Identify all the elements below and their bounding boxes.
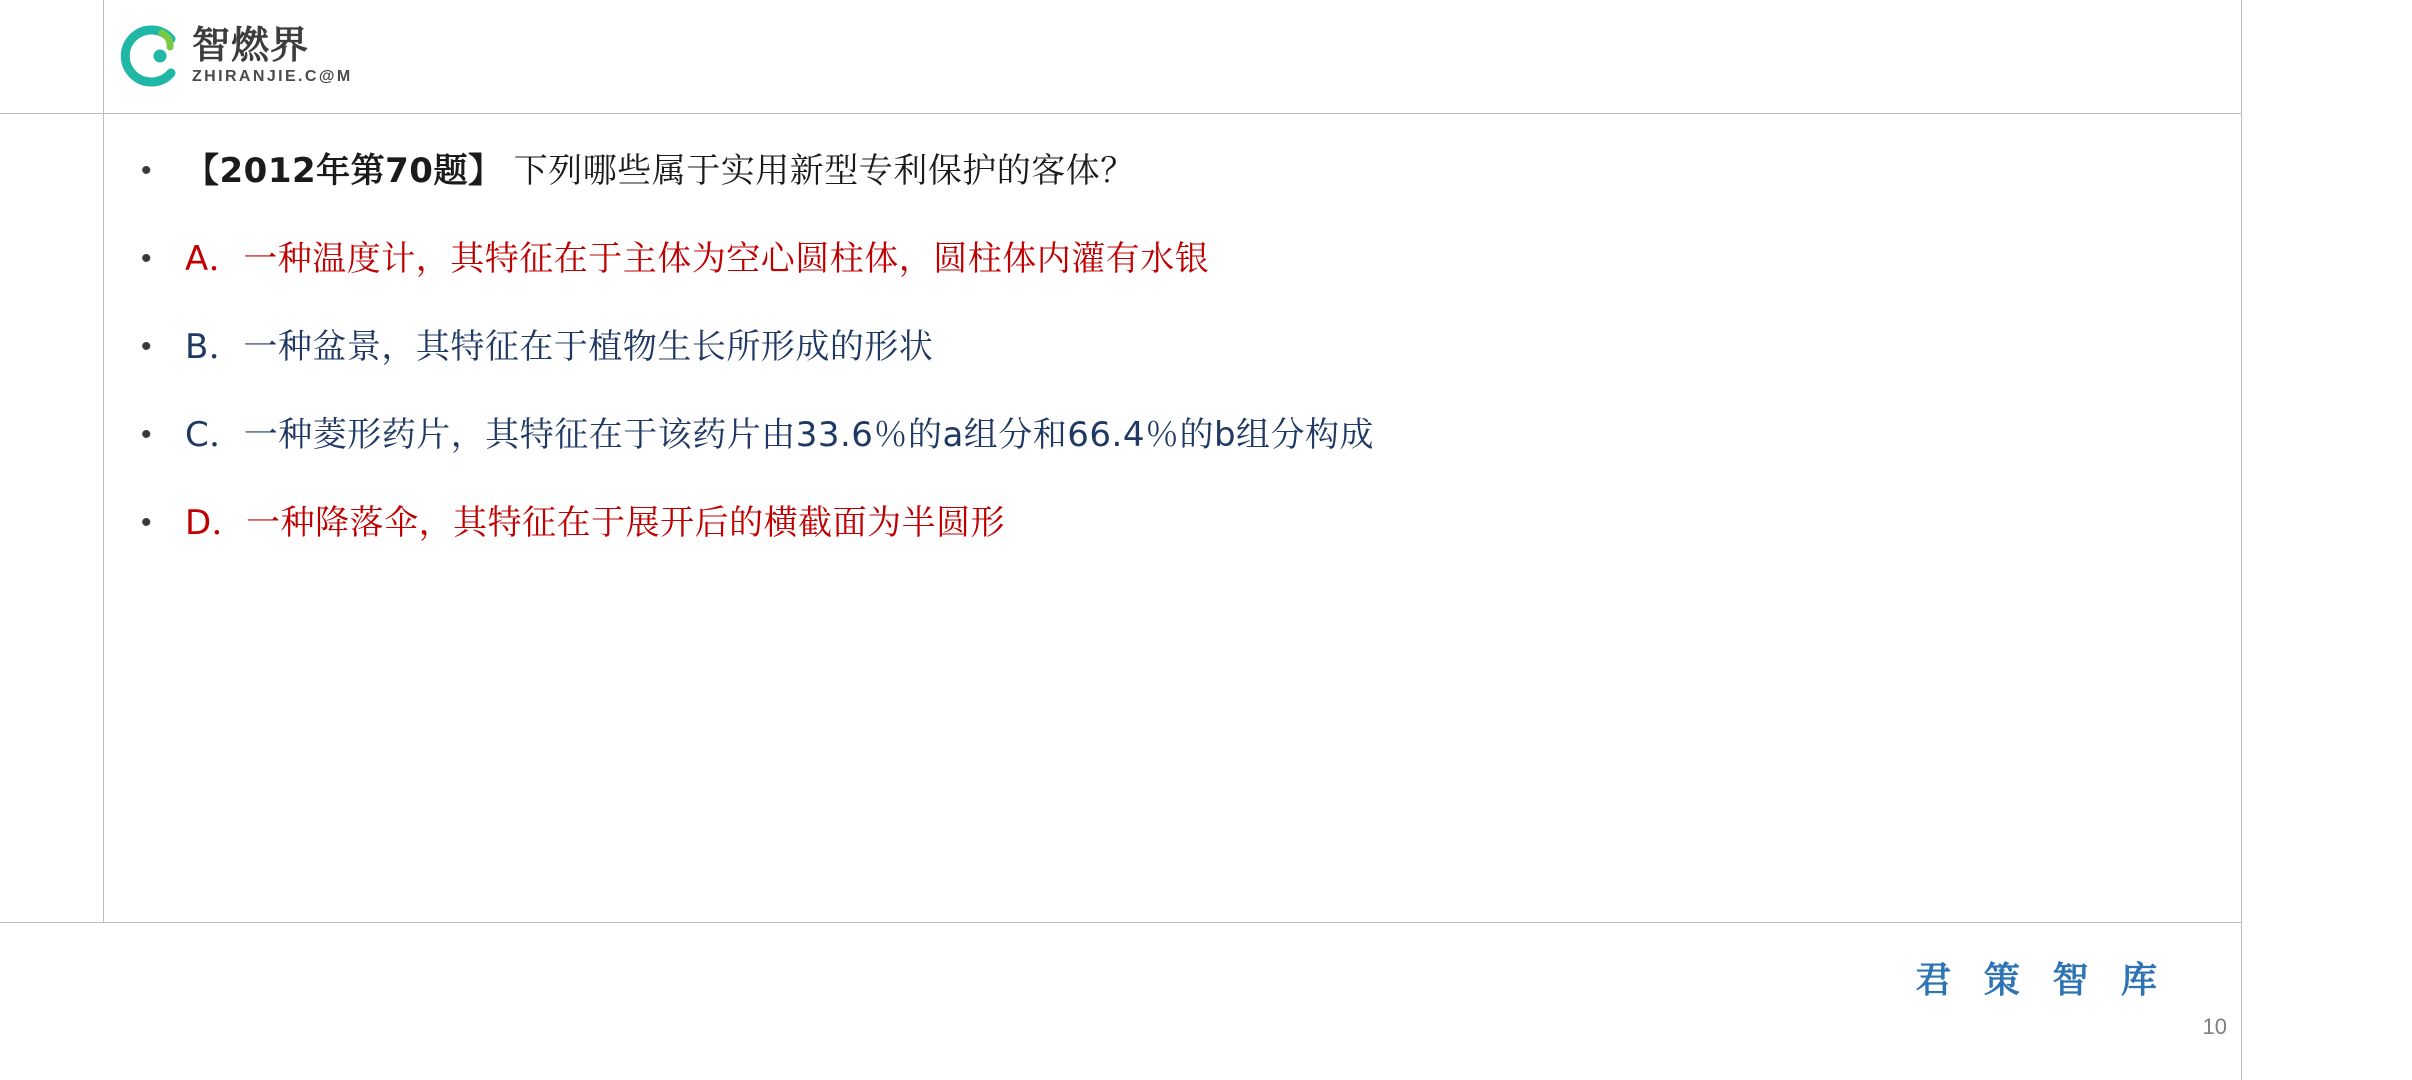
logo-chinese-name: 智燃界 — [192, 22, 310, 67]
list-item — [133, 492, 2193, 554]
bullet-marker: • — [141, 242, 152, 275]
option-a-text: A．一种温度计，其特征在于主体为空心圆柱体，圆柱体内灌有水银 — [185, 239, 1210, 279]
option-c-text: C．一种菱形药片，其特征在于该药片由33.6％的a组分和66.4％的b组分构成 — [185, 415, 1375, 455]
question-stem — [185, 140, 1135, 202]
frame-line-bottom — [0, 922, 2242, 923]
brand-logo — [112, 10, 432, 102]
footer-brand-text: 君 策 智 库 — [1915, 960, 2167, 1001]
bullet-marker: • — [141, 418, 152, 451]
bullet-marker: • — [141, 330, 152, 363]
list-item — [133, 140, 2193, 202]
circular-c-logo-icon — [112, 19, 186, 93]
slide-body — [133, 140, 2193, 580]
bullet-marker: • — [141, 154, 152, 187]
page-number: 10 — [2202, 1014, 2227, 1039]
list-item — [133, 404, 2193, 466]
question-text: 下列哪些属于实用新型专利保护的客体？ — [513, 151, 1135, 191]
frame-line-right — [2241, 0, 2242, 1080]
question-number: 【2012年第70题】 — [185, 151, 503, 191]
frame-line-top — [0, 113, 2242, 114]
list-item — [133, 228, 2193, 290]
frame-line-left — [103, 0, 104, 922]
option-d-text: D．一种降落伞，其特征在于展开后的横截面为半圆形 — [185, 503, 1006, 543]
list-item — [133, 316, 2193, 378]
logo-wordmark — [192, 22, 353, 87]
bullet-marker: • — [141, 506, 152, 539]
option-b-text: B．一种盆景，其特征在于植物生长所形成的形状 — [185, 327, 934, 367]
logo-english-name: ZHIRANJIE.C@M — [192, 68, 353, 86]
